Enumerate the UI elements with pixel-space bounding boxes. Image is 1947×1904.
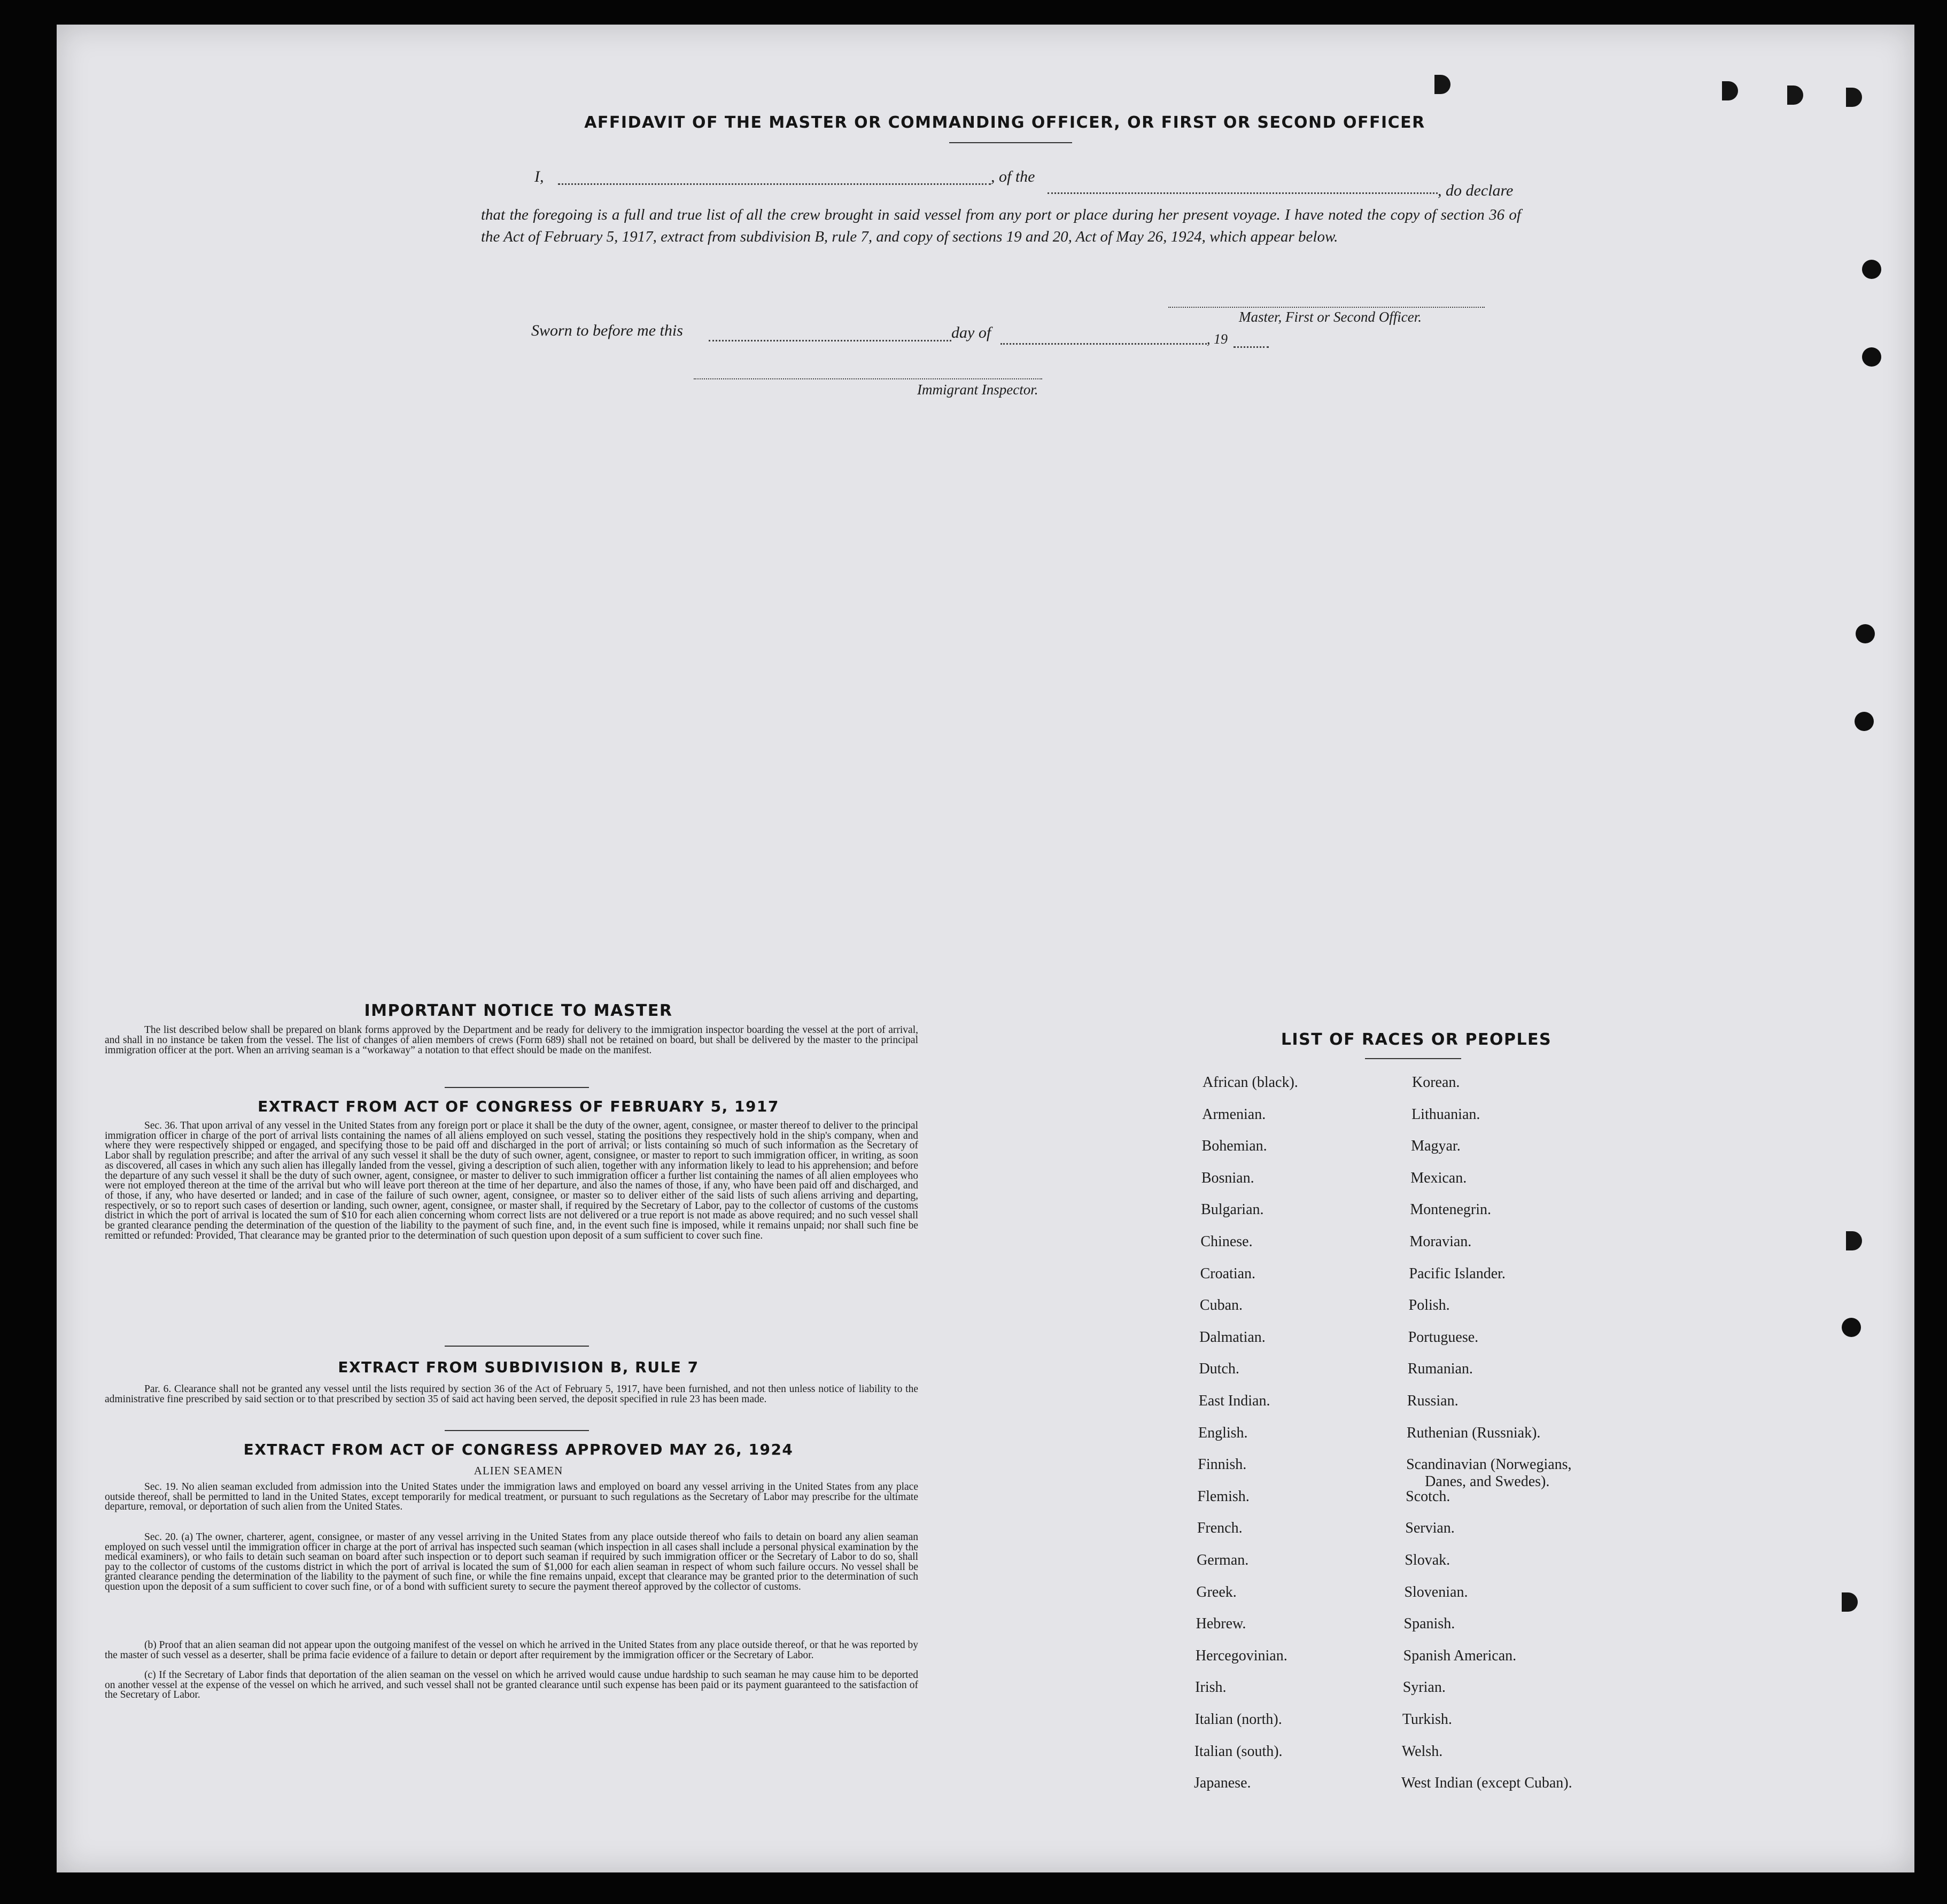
binder-hole [1862, 260, 1881, 279]
name-field[interactable] [558, 183, 991, 185]
binder-hole [1856, 624, 1875, 643]
race-item: Spanish American. [1403, 1647, 1517, 1664]
notice-title: IMPORTANT NOTICE TO MASTER [364, 1001, 673, 1020]
divider [445, 1430, 589, 1431]
race-item: French. [1197, 1520, 1243, 1537]
race-item: Bosnian. [1201, 1169, 1254, 1186]
sec-20a-text: Sec. 20. (a) The owner, charterer, agent, consignee, or master of any vessel arriving in the United States from any place outside thereof who fails to detain on board any alien seaman employed on such vessel until the immigration officer in charge at the port of arrival has inspected such seaman (which inspection in all cases shall include a personal physical examination by the medical examiners), or who fails to detain such seaman on board after such inspection or to deport such seaman if required by such immigration officer or the Secretary of Labor to do so, shall pay to the collector of customs of the customs district in which the port of arrival is located the sum of $1,000 for each alien seaman in respect of whom such failure occurs. No vessel shall be granted clearance pending the determination of the liability to the payment of such fine, or while the fine remains unpaid, except that clearance may be granted prior to the determination of such question upon the deposit of a sum sufficient to cover such fine, or of a bond with sufficient surety to secure the payment thereof approved by the collector of customs. [105, 1532, 918, 1592]
race-item: Flemish. [1197, 1488, 1250, 1505]
race-item: Italian (south). [1194, 1743, 1283, 1760]
race-item: Slovak. [1405, 1552, 1450, 1568]
binder-hole [1862, 347, 1881, 367]
race-item: Dalmatian. [1199, 1328, 1266, 1346]
race-item: West Indian (except Cuban). [1401, 1775, 1572, 1792]
race-item: Welsh. [1401, 1743, 1443, 1760]
race-item: Magyar. [1411, 1138, 1461, 1155]
race-item: Montenegrin. [1410, 1201, 1491, 1218]
race-item: Scotch. [1406, 1488, 1450, 1505]
race-item: Turkish. [1402, 1711, 1452, 1728]
race-item: Polish. [1408, 1297, 1450, 1314]
race-item: Dutch. [1199, 1361, 1239, 1378]
day-of-text: day of [951, 324, 991, 341]
race-item: Scandinavian (Norwegians, Danes, and Swedes). [1406, 1456, 1572, 1490]
race-item: Servian. [1405, 1520, 1455, 1537]
year-field[interactable] [1234, 346, 1269, 348]
alien-seamen-subtitle: ALIEN SEAMEN [474, 1464, 563, 1477]
vessel-field[interactable] [1048, 192, 1438, 194]
race-item: Irish. [1195, 1679, 1227, 1696]
affidavit-of-the: , of the [991, 168, 1035, 185]
race-item: Spanish. [1403, 1615, 1455, 1633]
races-title: LIST OF RACES OR PEOPLES [1281, 1030, 1552, 1049]
race-item: Russian. [1407, 1393, 1459, 1409]
race-item: Ruthenian (Russniak). [1407, 1424, 1541, 1441]
race-item: Cuban. [1199, 1297, 1243, 1314]
sworn-text: Sworn to before me this [531, 322, 683, 339]
document-page [57, 25, 1914, 1872]
race-item: Japanese. [1194, 1775, 1251, 1792]
sworn-month-field[interactable] [1000, 343, 1207, 345]
race-item: Hercegovinian. [1195, 1647, 1287, 1664]
race-item: African (black). [1203, 1074, 1298, 1091]
race-item: Chinese. [1200, 1233, 1253, 1250]
race-item: English. [1198, 1424, 1248, 1441]
affidavit-i: I, [534, 168, 544, 185]
divider [949, 142, 1072, 143]
race-item: Lithuanian. [1411, 1106, 1480, 1123]
master-signature-line[interactable] [1168, 307, 1485, 308]
inspector-caption: Immigrant Inspector. [917, 382, 1038, 398]
rule-7-body: Par. 6. Clearance shall not be granted any vessel until the lists required by section 36 of the Act of February 5, 1917, have been furnished, and not then unless notice of liability to the administrative fine prescribed by said section or to that prescribed by section 35 of said act having been served, the deposit specified in rule 23 has been made. [105, 1384, 918, 1405]
race-item: Finnish. [1198, 1456, 1247, 1473]
notice-body: The list described below shall be prepared on blank forms approved by the Department and be ready for delivery to the immigration inspector boarding the vessel at the port of arrival, and shall in no instance be taken from the vessel. The list of changes of alien members of crews (Form 689) shall not be retained on board, but shall be delivered by the master to the principal immigration officer at the port. When an arriving seaman is a “workaway” a notation to that effect should be made on the manifest. [105, 1024, 918, 1056]
race-item: Greek. [1196, 1583, 1237, 1600]
binder-hole [1855, 712, 1874, 731]
divider [1365, 1058, 1461, 1059]
race-item: Italian (north). [1194, 1711, 1282, 1728]
race-item: Bulgarian. [1201, 1201, 1264, 1218]
race-item: German. [1197, 1552, 1249, 1568]
race-item: Rumanian. [1407, 1361, 1473, 1378]
race-item: Armenian. [1202, 1106, 1266, 1123]
race-item: Croatian. [1200, 1265, 1256, 1282]
extract-1924-title: EXTRACT FROM ACT OF CONGRESS APPROVED MAY 26, 1924 [243, 1441, 794, 1458]
race-item: Syrian. [1402, 1679, 1446, 1696]
divider [445, 1346, 589, 1347]
race-item: Portuguese. [1408, 1328, 1479, 1346]
extract-1917-title: EXTRACT FROM ACT OF CONGRESS OF FEBRUARY 5, 1917 [258, 1098, 779, 1115]
sworn-day-field[interactable] [709, 340, 951, 341]
race-item: East Indian. [1198, 1393, 1270, 1409]
divider [445, 1087, 589, 1088]
master-caption: Master, First or Second Officer. [1239, 309, 1422, 325]
race-item: Korean. [1412, 1074, 1460, 1091]
affidavit-body: that the foregoing is a full and true list of all the crew brought in said vessel from any port or place during her present voyage. I have noted the copy of section 36 of the Act of February 5, 1917, extract from subdivision B, rule 7, and copy of sections 19 and 20, Act of May 26, 1924, which appear below. [481, 206, 1521, 245]
race-item: Mexican. [1410, 1169, 1467, 1186]
year-text: , 19 [1207, 331, 1228, 347]
rule-7-title: EXTRACT FROM SUBDIVISION B, RULE 7 [338, 1358, 699, 1376]
binder-hole [1842, 1318, 1861, 1337]
sec-20b-text: (b) Proof that an alien seaman did not appear upon the outgoing manifest of the vessel on which he arrived in the United States from any place outside thereof, or that he was reported by the master of such vessel as a deserter, shall be prima facie evidence of a failure to detain or deport after requirement by the immigration officer or the Secretary of Labor. [105, 1639, 918, 1661]
sec-19-text: Sec. 19. No alien seaman excluded from admission into the United States under the immigration laws and employed on board any vessel arriving in the United States from any place outside thereof, shall be permitted to land in the United States, except temporarily for medical treatment, or pursuant to such regulations as the Secretary of Labor may prescribe for the ultimate departure, removal, or deportation of such alien from the United States. [105, 1481, 918, 1512]
race-item: Slovenian. [1404, 1583, 1468, 1600]
race-item: Moravian. [1409, 1233, 1472, 1250]
extract-1917-body: Sec. 36. That upon arrival of any vessel in the United States from any foreign port or place it shall be the duty of the owner, agent, consignee, or master thereof to deliver to the principal immigration officer in charge of the port of arrival lists containing the names of all aliens employed on such vessel, stating the positions they respectively hold in the ship's company, when and where they were respectively shipped or engaged, and specifying those to be paid off and discharged in the port of arrival; or lists containing so much of such information as the Secretary of Labor shall by regulation prescribe; and after the arrival of any such vessel it shall be the duty of such owner, agent, consignee, or master to report to such immigration officer, in writing, as soon as discovered, all cases in which any such alien has illegally landed from the vessel, giving a description of such alien, together with any information likely to lead to his apprehension; and before the departure of any such vessel it shall be the duty of such owner, agent, consignee, or master to deliver to such immigration officer a further list containing the names of all alien employees who were not employed thereon at the time of the arrival but who will leave port thereon at the time of her departure, and also the names of those, if any, who have been paid off and discharged, and of those, if any, who have deserted or landed; and in case of the failure of such owner, agent, consignee, or master so to deliver either of the said lists of such aliens arriving and departing, respectively, or so to report such cases of desertion or landing, such owner, agent, consignee, or master shall, if required by the Secretary of Labor, pay to the collector of customs of the customs district in which the port of arrival is located the sum of $10 for each alien concerning whom correct lists are not delivered or a true report is not made as above required; and no such vessel shall be granted clearance pending the determination of the question of the liability to the payment of such fine, and, in the event such fine is imposed, while it remains unpaid; nor shall such fine be remitted or refunded: Provided, That clearance may be granted prior to the determination of such question upon deposit of a sum sufficient to cover such fine. [105, 1120, 918, 1241]
affidavit-declare: , do declare [1438, 182, 1514, 199]
affidavit-title: AFFIDAVIT OF THE MASTER OR COMMANDING OFFICER, OR FIRST OR SECOND OFFICER [584, 113, 1425, 132]
sec-20c-text: (c) If the Secretary of Labor finds that deportation of the alien seaman on the vessel on which he arrived would cause undue hardship to such seaman he may cause him to be deported on another vessel at the expense of the vessel on which he arrived, and such vessel shall not be granted clearance until such expense has been paid or its payment guaranteed to the satisfaction of the Secretary of Labor. [105, 1669, 918, 1700]
inspector-signature-line[interactable] [694, 378, 1042, 379]
race-item: Bohemian. [1201, 1138, 1267, 1155]
race-item: Hebrew. [1196, 1615, 1246, 1633]
race-item: Pacific Islander. [1409, 1265, 1506, 1282]
